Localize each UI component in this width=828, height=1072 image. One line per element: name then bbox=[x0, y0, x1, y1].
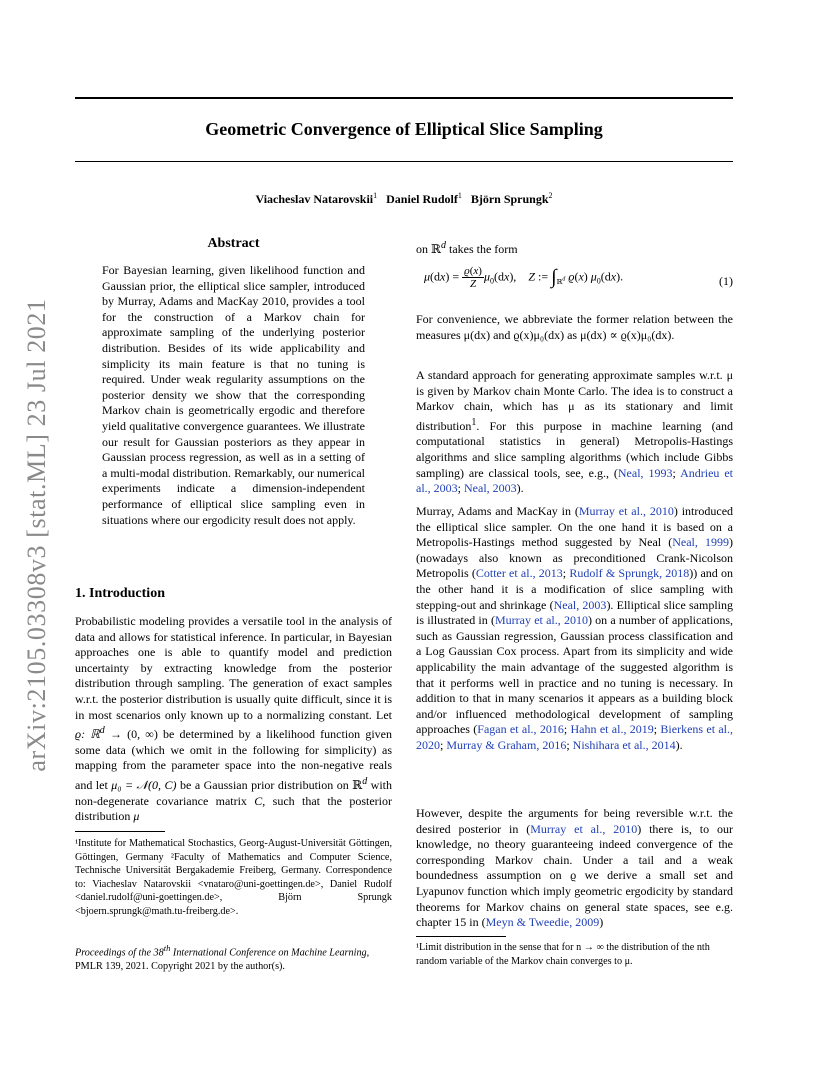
text-run: ). bbox=[675, 737, 683, 752]
text-run: )) and on the other hand it is a modification of slice sampling with stepping-out and shrinkage ( bbox=[416, 566, 733, 612]
citation-link[interactable]: Cotter et al., 2013 bbox=[475, 566, 563, 581]
footnote-1: ¹Limit distribution in the sense that for n → ∞ the distribution of the nth random variable of the Markov chain converges to μ. bbox=[416, 942, 710, 967]
text-run: takes the form bbox=[448, 242, 518, 256]
abstract-body: For Bayesian learning, given likelihood function and Gaussian prior, the elliptical slice sampler, introduced by Murray, Adams and MacKay 2010, provides a tool for the construction of a Markov chain for approximate sampling of the underlying posterior distribution. Besides of its wide applicability and simplicity its main feature is that no tuning is required. Under weak regularity assumptions on the posterior density we show that the corresponding Markov chain is geometrically ergodic and therefore yield qualitative convergence guarantees. We illustrate our result for Gaussian posteriors as they appear in Gaussian process regression, as well as in a setting of a multi-modal distribution. Remarkably, our numerical experiments indicate a dimension-independent performance of elliptical slice sampling even in situations where our ergodicity result does not apply. bbox=[102, 263, 365, 527]
proceedings-text: International Conference on Machine Learning bbox=[170, 947, 367, 959]
author-name: Björn Sprungk bbox=[470, 192, 549, 206]
text-run: ) bbox=[599, 915, 604, 930]
abstract-heading: Abstract bbox=[207, 236, 260, 251]
paragraph-mcmc: A standard approach for generating approximate samples w.r.t. μ is given by Markov chain Monte Carlo. The idea is to construct a Markov chain, which has μ as its stationary and limit distribution$^1$. For this purpose in machine learning (and computational statistics in general) Metropolis-Hastings algorithms and slice sampling algorithms (which include Gibbs sampling) are classical tools, see, e.g., (Neal, 1993; Andrieu et al., 2003; Neal, 2003). bbox=[416, 368, 734, 496]
citation-link[interactable]: Neal, 1993 bbox=[617, 465, 673, 480]
citation-link[interactable]: Rudolf & Sprungk, 2018 bbox=[569, 566, 690, 581]
text-run: with non-degenerate covariance matrix bbox=[75, 777, 393, 808]
citation-link[interactable]: Fagan et al., 2016 bbox=[477, 722, 564, 737]
text-run: Probabilistic modeling provides a versatile tool in the analysis of data and allows for statistical inference. In particular, in Bayesian approaches one is able to quantify model and prediction uncertainty by extracting knowledge from the posterior distribution through sampling. The generation of exact samples w.r.t. the posterior distribution is usually quite difficult, since it is in most scenarios only known up to a normalizing constant. Let bbox=[75, 614, 392, 722]
citation-link[interactable]: Murray & Graham, 2016 bbox=[446, 737, 567, 752]
section-heading-introduction: 1. Introduction bbox=[75, 586, 165, 601]
author-affil: 1 bbox=[457, 191, 462, 200]
text-run: ) (nowadays also known as preconditioned Crank-Nicolson Metropolis ( bbox=[416, 535, 733, 581]
footnote-rule bbox=[75, 831, 165, 832]
text-run: ). Elliptical slice sampling is illustrated in ( bbox=[416, 597, 734, 628]
text-run: Murray, Adams and MacKay in ( bbox=[416, 504, 579, 518]
math-run: μ₀ = 𝒩(0, C) bbox=[111, 777, 177, 792]
text-run: , such that the posterior distribution bbox=[75, 793, 392, 824]
citation-link[interactable]: Murray et al., 2010 bbox=[530, 821, 638, 836]
citation-link[interactable]: Nishihara et al., 2014 bbox=[572, 737, 676, 752]
paragraph-murray: Murray, Adams and MacKay in (Murray et al., 2010) introduced the elliptical slice sampler. On the one hand it is based on a Metropolis-Hastings method suggested by Neal (Neal, 1999) (nowadays also known as preconditioned Crank-Nicolson Metropolis (Cotter et al., 2013; Rudolf & Sprungk, 2018)) and on the other hand it is a modification of slice sampling with stepping-out and shrinkage (Neal, 2003). Elliptical slice sampling is illustrated in (Murray et al., 2010) on a number of applications, such as Gaussian regression, Gaussian process classification and a Log Gaussian Cox process. Apart from its simplicity and wide applicability the main advantage of the suggested algorithm is that it performs well in practice and no tuning is necessary. In addition to that in many scenarios it appears as a building block and/or influenced methodological development of sampling approaches (Fagan et al., 2016; Hahn et al., 2019; Bierkens et al., 2020; Murray & Graham, 2016; Nishihara et al., 2014). bbox=[416, 504, 734, 752]
proceedings-sup: th bbox=[163, 943, 171, 953]
intro-paragraph: Probabilistic modeling provides a versatile tool in the analysis of data and allows for statistical inference. In particular, in Bayesian approaches one is able to quantify model and prediction uncertainty by extracting knowledge from the posterior distribution through sampling. The generation of exact samples w.r.t. the posterior distribution is usually quite difficult, since it is in most scenarios only known up to a normalizing constant. Let ϱ: ℝ$^d$ → (0, ∞) be determined by a likelihood function given some data (which we omit in the following for simplicity) as mapping from the parameter space into the non-negative reals and let μ₀ = 𝒩(0, C) be a Gaussian prior distribution on ℝ$^d$ with non-degenerate covariance matrix C, such that the posterior distribution μ bbox=[75, 614, 393, 824]
text-run: ) on a number of applications, such as Gaussian regression, Gaussian process classification and a Log Gaussian Cox process. Apart from its simplicity and wide applicability the main advantage of the suggested algorithm is that it performs well in practice and no tuning is necessary. In addition to that in many scenarios it appears as a building block and/or influenced methodological development of sampling approaches ( bbox=[416, 613, 733, 737]
citation-link[interactable]: Murray et al., 2010 bbox=[494, 613, 588, 628]
citation-link[interactable]: Bierkens et al., 2020 bbox=[416, 722, 734, 752]
citation-link[interactable]: Neal, 2003 bbox=[553, 597, 607, 612]
citation-link[interactable]: Neal, 1999 bbox=[672, 535, 729, 550]
text-run: . For this purpose in machine learning (and computational statistics in general) Metropolis-Hastings algorithms and slice sampling algorithms (which include Gibbs sampling) are classical tools, see, e.g., ( bbox=[416, 418, 733, 480]
paragraph-however bbox=[416, 806, 733, 931]
equation-body: μ(dx) = $\frac{ϱ(x)}{Z}$ $\mu_0(dx)$, Z := $\int_{ℝ^d}$ ϱ(x) $\mu_0(dx)$. bbox=[424, 265, 624, 290]
math-run: ϱ: ℝ bbox=[75, 727, 100, 742]
proceedings-rest: , PMLR 139, 2021. Copyright 2021 by the author(s). bbox=[75, 947, 370, 972]
proceedings-text: Proceedings of the 38 bbox=[75, 947, 164, 959]
footnote-rule bbox=[416, 936, 506, 937]
paragraph-convenience: For convenience, we abbreviate the former relation between the measures μ(dx) and ϱ(x)μ₀(dx) as μ(dx) ∝ ϱ(x)μ₀(dx). bbox=[416, 312, 733, 342]
author-affil: 2 bbox=[548, 191, 553, 200]
citation-link[interactable]: Andrieu et al., 2003 bbox=[416, 465, 734, 496]
text-run: However, despite the arguments for being reversible w.r.t. the desired posterior in ( bbox=[416, 806, 733, 836]
affiliation-footnote: ¹Institute for Mathematical Stochastics, Georg-August-Universität Göttingen, Göttingen, Germany ²Faculty of Mathematics and Computer Science, Technische Universität Bergakademie Freiberg, Germany. Correspondence to: Viacheslav Natarovskii <vnataro@uni-goettingen.de>, Daniel Rudolf <daniel.rudolf@uni-goettingen.de>, Björn Sprungk <bjoern.sprungk@math.tu-freiberg.de>. bbox=[75, 838, 392, 917]
text-run: → (0, ∞) be determined by a likelihood function given some data (which we omit in the following for simplicity) as mapping from the parameter space into the non-negative reals and let bbox=[75, 727, 392, 792]
citation-link[interactable]: Neal, 2003 bbox=[464, 481, 517, 496]
paper-title: Geometric Convergence of Elliptical Slice Sampling bbox=[205, 119, 603, 139]
math-run: C bbox=[254, 793, 263, 808]
equation-lead-in: on ℝ$^d$ takes the form bbox=[416, 240, 518, 256]
author-name: Viacheslav Natarovskii bbox=[255, 192, 374, 206]
author-name: Daniel Rudolf bbox=[386, 192, 458, 206]
citation-link[interactable]: Meyn & Tweedie, 2009 bbox=[485, 915, 600, 930]
text-run: A standard approach for generating approximate samples w.r.t. μ is given by Markov chain Monte Carlo. The idea is to construct a Markov chain, which has μ as its stationary and limit distribution bbox=[416, 368, 733, 433]
equation-number: (1) bbox=[719, 274, 733, 288]
arxiv-stamp-text: arXiv:2105.03308v3 [stat.ML] 23 Jul 2021 bbox=[22, 298, 51, 772]
equation-1 bbox=[416, 262, 733, 300]
title-bottom-rule bbox=[75, 161, 733, 162]
author-affil: 1 bbox=[373, 191, 378, 200]
math-run: μ bbox=[133, 809, 140, 824]
text-run: ) there is, to our knowledge, no theory guaranteeing indeed convergence of the corresponding Markov chain. Under a tail and a weak boundedness assumption on ϱ we derive a small set and Lyapunov function which imply geometric ergodicity by standard theorems for Markov chains on general state spaces, see e.g. chapter 15 in ( bbox=[416, 821, 734, 930]
top-rule bbox=[75, 97, 733, 99]
author-list bbox=[75, 191, 733, 207]
proceedings-note bbox=[75, 942, 392, 973]
citation-link[interactable]: Murray et al., 2010 bbox=[578, 504, 674, 518]
text-run: ) introduced the elliptical slice sampler. On the one hand it is based on a Metropolis-Hastings method suggested by Neal ( bbox=[416, 504, 734, 550]
text-run: ). bbox=[516, 481, 524, 496]
text-run: be a Gaussian prior distribution on ℝ bbox=[176, 777, 363, 792]
citation-link[interactable]: Hahn et al., 2019 bbox=[570, 722, 654, 737]
